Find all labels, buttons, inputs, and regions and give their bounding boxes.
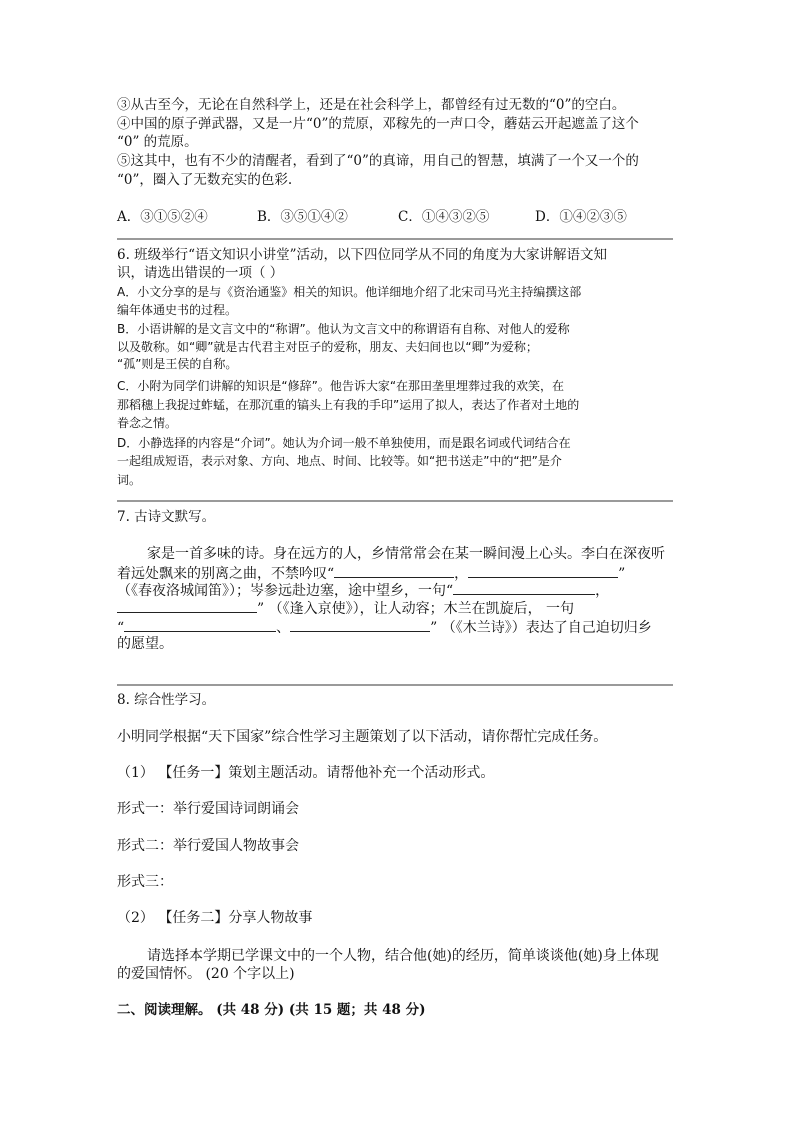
- q5-line-3: ③从古至今，无论在自然科学上，还是在社会科学上，都曾经有过无数的“0”的空白。: [117, 97, 626, 113]
- q5-option-a[interactable]: A．③①⑤②④: [117, 209, 208, 225]
- q7-text: ，: [595, 583, 610, 599]
- q6-stem-2: 识，请选出错误的一项（ ）: [117, 265, 284, 281]
- answer-blank-6[interactable]: [290, 617, 430, 632]
- q8-intro: 小明同学根据“天下国家”综合性学习主题策划了以下活动，请你帮忙完成任务。: [117, 729, 608, 745]
- q6-option-c-line-3: 眷念之情。: [117, 416, 178, 430]
- answer-blank-1[interactable]: [334, 563, 454, 578]
- q6-option-a-line-2: 编年体通史书的过程。: [117, 303, 238, 317]
- q5-option-d[interactable]: D．①④②③⑤: [535, 209, 627, 225]
- divider: [117, 500, 673, 502]
- divider: [117, 684, 673, 686]
- q7-para-line-4: [117, 598, 574, 619]
- q8-task-2-para-1: 请选择本学期已学课文中的一个人物，结合他(她)的经历，简单谈谈他(她)身上体现: [147, 948, 659, 964]
- q7-title: 7. 古诗文默写。: [117, 509, 216, 525]
- q8-form-2: 形式二：举行爱国人物故事会: [117, 838, 299, 854]
- answer-blank-3[interactable]: [453, 580, 595, 595]
- q5-option-c[interactable]: C．①④③②⑤: [398, 209, 490, 225]
- q7-para-line-1: 家是一首多味的诗。身在远方的人，乡情常常会在某一瞬间漫上心头。李白在深夜听: [147, 546, 665, 562]
- q5-line-5a: ⑤这其中，也有不少的清醒者，看到了“0”的真谛，用自己的智慧，填满了一个又一个的: [117, 153, 639, 169]
- q7-text: 着远处飘来的别离之曲，不禁吟叹“: [117, 566, 335, 582]
- q7-text: “: [117, 620, 125, 636]
- q8-form-3[interactable]: 形式三：: [117, 874, 173, 890]
- q5-option-b[interactable]: B．③⑤①④②: [257, 209, 348, 225]
- q6-option-b-line-3: “孤”则是王侯的自称。: [117, 357, 238, 371]
- q8-task-1: （1） 【任务一】策划主题活动。请帮他补充一个活动形式。: [117, 765, 495, 781]
- answer-blank-4[interactable]: [117, 598, 257, 613]
- q6-option-b-line-1[interactable]: B．小语讲解的是文言文中的“称谓”。他认为文言文中的称谓语有自称、对他人的爱称: [117, 322, 570, 336]
- divider: [117, 238, 673, 240]
- q6-option-a-line-1[interactable]: A．小文分享的是与《资治通鉴》相关的知识。他详细地介绍了北宋司马光主持编撰这部: [117, 285, 582, 299]
- q8-title: 8. 综合性学习。: [117, 692, 216, 708]
- q6-option-c-line-2: 那稻穗上我捉过蚱蜢，在那沉重的镐头上有我的手印”运用了拟人，表达了作者对土地的: [117, 398, 580, 412]
- q6-option-c-line-1[interactable]: C．小附为同学们讲解的知识是“修辞”。他告诉大家“在那田垄里埋葬过我的欢笑，在: [117, 379, 565, 393]
- q7-text: ，: [454, 566, 469, 582]
- q7-text: ”: [618, 566, 626, 582]
- q7-para-line-5: [117, 617, 652, 638]
- q6-option-d-line-1[interactable]: D．小静选择的内容是“介词”。她认为介词一般不单独使用，而是跟名词或代词结合在: [117, 436, 571, 450]
- q8-form-1: 形式一：举行爱国诗词朗诵会: [117, 801, 299, 817]
- q7-para-line-6: 的愿望。: [117, 636, 173, 652]
- answer-blank-5[interactable]: [124, 617, 276, 632]
- q5-line-4b: “0” 的荒原。: [117, 134, 198, 150]
- q6-option-d-line-2: 一起组成短语，表示对象、方向、地点、时间、比较等。如“把书送走”中的“把”是介: [117, 454, 562, 468]
- q6-stem-1: 6. 班级举行“语文知识小讲堂”活动，以下四位同学从不同的角度为大家讲解语文知: [117, 247, 607, 263]
- q8-task-2-para-2: 的爱国情怀。 (20 个字以上): [117, 966, 295, 982]
- answer-blank-2[interactable]: [468, 563, 618, 578]
- q5-line-5b: “0”，圈入了无数充实的色彩.: [117, 172, 293, 188]
- q7-text: （《春夜洛城闻笛》）；岑参远赴边塞，途中望乡，一句“: [117, 583, 454, 599]
- q7-text: ” （《逢入京使》），让人动容；木兰在凯旋后， 一句: [257, 601, 575, 617]
- section-heading: 二、阅读理解。 (共 48 分) (共 15 题；共 48 分): [117, 1002, 426, 1018]
- q6-option-b-line-2: 以及敬称。如“卿”就是古代君主对臣子的爱称，朋友、夫妇间也以“卿”为爱称；: [117, 340, 538, 354]
- q7-text: ” （《木兰诗》）表达了自己迫切归乡: [430, 620, 652, 636]
- q5-line-4a: ④中国的原子弹武器，又是一片“0”的荒原，邓稼先的一声口令，蘑菇云开起遮盖了这个: [117, 116, 639, 132]
- q6-option-d-line-3: 词。: [117, 473, 142, 487]
- q8-task-2: （2） 【任务二】分享人物故事: [117, 910, 313, 926]
- q7-text: 、: [276, 620, 291, 636]
